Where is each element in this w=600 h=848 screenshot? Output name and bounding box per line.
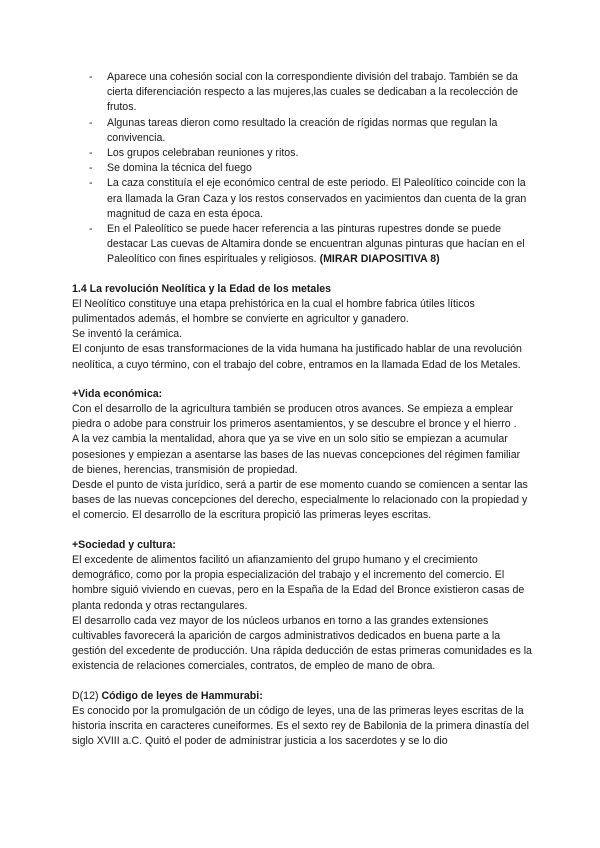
section-heading-vida-economica: +Vida económica: bbox=[72, 387, 163, 400]
bullet-item bbox=[72, 146, 532, 161]
paragraph: Es conocido por la promulgación de un código de leyes, una de las primeras leyes escritas de la historia inscrita en caracteres cuneiformes. Es el sexto rey de Babilonia de la primera dinastía del siglo XVIII a.C. Quitó el poder de administrar justicia a los sacerdotes y se lo dio bbox=[72, 704, 529, 748]
section-heading-neolitico: 1.4 La revolución Neolítica y la Edad de los metales bbox=[72, 282, 332, 295]
section-heading-hammurabi bbox=[72, 689, 532, 704]
document-body bbox=[72, 70, 532, 749]
bullet-dash: - bbox=[89, 177, 93, 190]
paragraph: A la vez cambia la mentalidad, ahora que ya se vive en un solo sitio se empiezan a acumular posesiones y empiezan a asentarse las bases de las nuevas concepciones del régimen familiar de bienes, herencias, transmisión de propiedad. bbox=[72, 433, 521, 476]
bullet-text: Los grupos celebraban reuniones y ritos. bbox=[107, 147, 299, 160]
bullet-text: La caza constituía el eje económico central de este periodo. El Paleolítico coincide con la era llamada la Gran Caza y los restos conservados en yacimientos dan cuenta de la gran magnitud de caza en esta época. bbox=[107, 177, 527, 220]
section-heading-sociedad-cultura: +Sociedad y cultura: bbox=[72, 538, 176, 551]
bullet-text: Se domina la técnica del fuego bbox=[107, 162, 252, 175]
bullet-item bbox=[72, 70, 532, 116]
bullet-item bbox=[72, 222, 532, 268]
paragraph: El conjunto de esas transformaciones de la vida humana ha justificado hablar de una revolución neolítica, a cuyo término, con el trabajo del cobre, entramos en la llamada Edad de los Metales. bbox=[72, 343, 522, 371]
bullet-dash: - bbox=[89, 223, 93, 236]
bullet-item bbox=[72, 116, 532, 146]
bullet-dash: - bbox=[89, 116, 93, 129]
bullet-text: Algunas tareas dieron como resultado la creación de rígidas normas que regulan la convivencia. bbox=[107, 116, 498, 144]
bullet-text: Aparece una cohesión social con la correspondiente división del trabajo. También se da cierta diferenciación respecto a las mujeres,las cuales se dedicaban a la recolección de frutos. bbox=[107, 71, 519, 114]
bullet-bold-note: (MIRAR DIAPOSITIVA 8) bbox=[319, 253, 440, 266]
heading-prefix: D(12) bbox=[72, 689, 102, 702]
paragraph: El desarrollo cada vez mayor de los núcleos urbanos en torno a las grandes extensiones cultivables favorecerá la aparición de cargos administrativos dedicados en buena parte a la gestión del excedente de producción. Una rápida deducción de estas primeras comunidades es la existencia de relaciones comerciales, contratos, de empleo de mano de obra. bbox=[72, 614, 532, 673]
bullet-dash: - bbox=[89, 147, 93, 160]
paragraph: Desde el punto de vista jurídico, será a partir de ese momento cuando se comiencen a sentar las bases de las nuevas concepciones del derecho, especialmente lo relacionado con la propiedad y el comercio. El desarrollo de la escritura propició las primeras leyes escritas. bbox=[72, 479, 528, 522]
bullet-dash: - bbox=[89, 71, 93, 83]
bullet-dash: - bbox=[89, 162, 93, 175]
paragraph: El Neolítico constituye una etapa prehistórica en la cual el hombre fabrica útiles líticos pulimentados además, el hombre se convierte en agricultor y ganadero. bbox=[72, 297, 475, 326]
bullet-item bbox=[72, 176, 532, 222]
paragraph: Se inventó la cerámica. bbox=[72, 328, 183, 341]
bullet-text: En el Paleolítico se puede hacer referencia a las pinturas rupestres donde se puede destacar Las cuevas de Altamira donde se encuentran algunas pinturas que hacían en el Paleolítico con fines espirituales y religiosos. bbox=[107, 223, 525, 266]
heading-title: Código de leyes de Hammurabi: bbox=[101, 689, 263, 702]
bullet-list bbox=[72, 70, 532, 268]
paragraph: El excedente de alimentos facilitó un afianzamiento del grupo humano y el crecimiento demográfico, como por la propia especialización del trabajo y el incremento del comercio. El hombre siguió viviendo en cuevas, pero en la España de la Edad del Bronce existieron casas de planta redonda y otras rectangulares. bbox=[72, 553, 525, 612]
paragraph: Con el desarrollo de la agricultura también se producen otros avances. Se empieza a emplear piedra o adobe para construir los primeros asentamientos, y se descubre el bronce y el hierro . bbox=[72, 403, 517, 431]
bullet-item bbox=[72, 161, 532, 176]
